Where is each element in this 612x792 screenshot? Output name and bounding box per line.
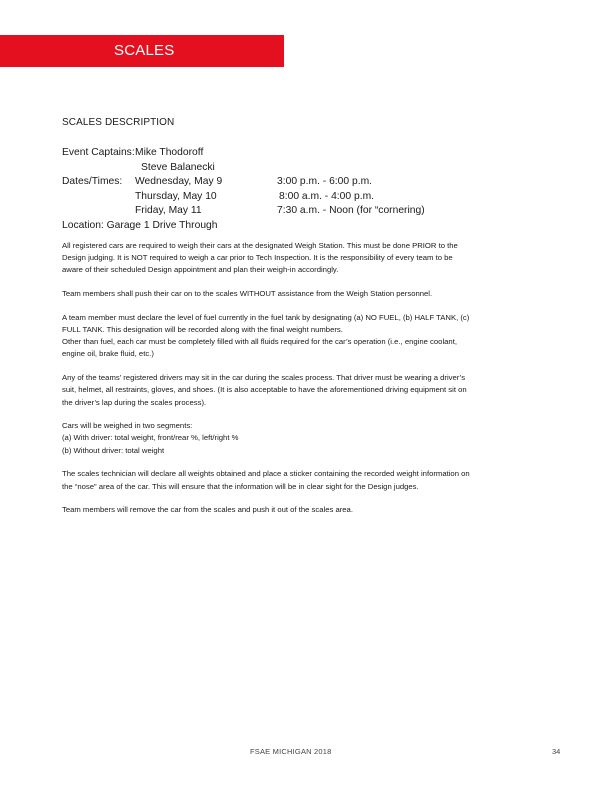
banner-title: SCALES — [114, 42, 175, 59]
body-text — [62, 240, 552, 528]
schedule-time: 7:30 a.m. - Noon (for “cornering) — [277, 205, 425, 216]
paragraph-drivers — [62, 372, 552, 409]
schedule-day: Friday, May 11 — [135, 205, 202, 216]
captains-row — [62, 146, 542, 161]
location-text: Location: Garage 1 Drive Through — [62, 219, 218, 231]
text-line: All registered cars are required to weigh their cars at the designated Weigh Station. This must be done PRIOR to the — [62, 241, 458, 250]
text-line: Team members will remove the car from the scales and push it out of the scales area. — [62, 505, 353, 515]
page-number: 34 — [552, 747, 561, 756]
section-banner — [0, 35, 284, 67]
schedule-time: 8:00 a.m. - 4:00 p.m. — [279, 190, 375, 202]
captain-name: Steve Balanecki — [141, 161, 215, 173]
text-line: Design judging. It is NOT required to weigh a car prior to Tech Inspection. It is the responsibility of every team to be — [62, 253, 453, 263]
captains-row-2 — [62, 161, 542, 176]
schedule-row — [62, 190, 542, 205]
text-line: (a) With driver: total weight, front/rear %, left/right % — [62, 433, 239, 443]
captain-name: Mike Thodoroff — [135, 147, 204, 158]
text-line: the “nose” area of the car. This will ensure that the information will be in clear sight for the Design judges. — [62, 481, 419, 491]
captains-label: Event Captains: — [62, 147, 135, 158]
event-info — [62, 146, 542, 233]
dates-label: Dates/Times: — [62, 176, 123, 187]
text-line: Other than fuel, each car must be completely filled with all fluids required for the car’s operation (i.e., engine coolant, — [62, 337, 457, 347]
text-line: A team member must declare the level of fuel currently in the fuel tank by designating (a) NO FUEL, (b) HALF TANK, (c) — [62, 312, 470, 322]
text-line: aware of their scheduled Design appointment and plan their weigh-in accordingly. — [62, 265, 339, 275]
schedule-row — [62, 175, 542, 190]
paragraph-sticker — [62, 468, 552, 492]
text-line: suit, helmet, all restraints, gloves, and shoes. (It is also acceptable to have the aforementioned driving equipment sit on — [62, 385, 467, 395]
section-title: SCALES DESCRIPTION — [62, 117, 175, 128]
text-line: Any of the teams’ registered drivers may sit in the car during the scales process. That driver must be wearing a driver’s — [62, 373, 466, 383]
paragraph-weigh-requirement — [62, 240, 552, 277]
schedule-time: 3:00 p.m. - 6:00 p.m. — [277, 176, 373, 187]
schedule-day: Wednesday, May 9 — [135, 176, 223, 187]
paragraph-segments — [62, 420, 552, 457]
text-line: Team members shall push their car on to the scales WITHOUT assistance from the Weigh Station personnel. — [62, 289, 433, 299]
paragraph-push-car — [62, 288, 552, 300]
text-line: The scales technician will declare all weights obtained and place a sticker containing the recorded weight information on — [62, 469, 470, 479]
text-line: FULL TANK. This designation will be recorded along with the final weight numbers. — [62, 325, 343, 335]
paragraph-fuel-level — [62, 312, 552, 361]
schedule-day: Thursday, May 10 — [135, 190, 217, 202]
location-row — [62, 219, 542, 234]
schedule-row — [62, 204, 542, 219]
text-line: (b) Without driver: total weight — [62, 445, 165, 455]
text-line: engine oil, brake fluid, etc.) — [62, 349, 154, 359]
footer-title: FSAE MICHIGAN 2018 — [250, 747, 332, 756]
paragraph-remove-car — [62, 504, 552, 516]
text-line: the driver’s lap during the scales process). — [62, 397, 207, 407]
text-line: Cars will be weighed in two segments: — [62, 421, 193, 431]
